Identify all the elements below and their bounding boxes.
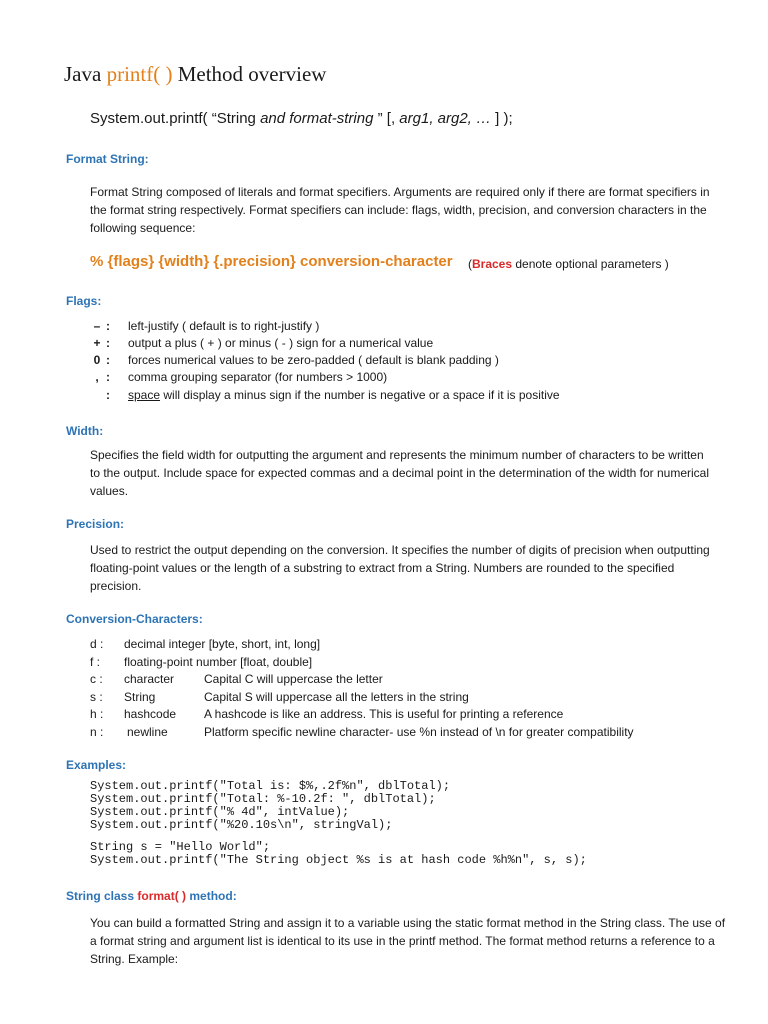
page-title bbox=[64, 62, 326, 87]
format-string-heading: Format String: bbox=[66, 152, 149, 166]
example-code-block-2 bbox=[90, 841, 587, 867]
code-line: System.out.printf("The String object %s is at hash code %h%n", s, s); bbox=[90, 853, 587, 867]
flags-heading: Flags: bbox=[66, 294, 102, 308]
flag-space-text: will display a minus sign if the number is negative or a space if it is positive bbox=[160, 388, 560, 402]
flag-description: left-justify ( default is to right-justify ) bbox=[128, 319, 320, 333]
precision-heading: Precision: bbox=[66, 517, 125, 531]
conversion-name: character bbox=[124, 672, 175, 686]
string-format-heading bbox=[66, 889, 237, 903]
conversion-name: hashcode bbox=[124, 707, 177, 721]
width-heading: Width: bbox=[66, 424, 104, 438]
examples-heading: Examples: bbox=[66, 758, 127, 772]
conversion-code: n : bbox=[90, 725, 104, 739]
conversion-code: c : bbox=[90, 672, 103, 686]
title-prefix: Java bbox=[64, 62, 107, 86]
conversion-code: h : bbox=[90, 707, 104, 721]
syntax-part3: ] ); bbox=[491, 110, 513, 127]
flag-description: comma grouping separator (for numbers > 1000) bbox=[128, 370, 388, 384]
conversion-code: f : bbox=[90, 655, 101, 669]
flag-symbol: , bbox=[95, 370, 99, 384]
syntax-italic2: arg1, arg2, … bbox=[399, 110, 492, 127]
heading-post: method: bbox=[186, 889, 237, 903]
flag-colon: : bbox=[106, 353, 110, 367]
conversion-name: decimal integer [byte, short, int, long] bbox=[124, 637, 321, 651]
flag-colon: : bbox=[106, 370, 110, 384]
syntax-part1: System.out.printf( “String bbox=[90, 110, 261, 127]
note-open: ( bbox=[468, 257, 472, 271]
title-accent: printf( ) bbox=[106, 62, 173, 86]
conversion-heading: Conversion-Characters: bbox=[66, 612, 203, 626]
syntax-part2: ” [, bbox=[373, 110, 400, 127]
flag-colon: : bbox=[106, 319, 110, 333]
flag-space-keyword: space bbox=[128, 388, 161, 402]
conversion-code: s : bbox=[90, 690, 103, 704]
note-rest: denote optional parameters ) bbox=[512, 257, 669, 271]
precision-paragraph: Used to restrict the output depending on the conversion. It specifies the number of digits of precision when outputting floating-point values or the length of a substring to extract from a String. Numbers are rounded to the specified precision. bbox=[90, 543, 710, 593]
conversion-description: Capital C will uppercase the letter bbox=[204, 672, 383, 686]
printf-syntax bbox=[90, 110, 513, 127]
width-paragraph: Specifies the field width for outputting the argument and represents the minimum number of characters to be written to the output. Include space for expected commas and a decimal point in the determination of the width for numerical values. bbox=[90, 448, 710, 498]
format-sequence-note bbox=[468, 257, 669, 271]
conversion-description: A hashcode is like an address. This is useful for printing a reference bbox=[204, 707, 564, 721]
flag-symbol: 0 bbox=[93, 353, 101, 367]
code-line: System.out.printf("% 4d", intValue); bbox=[90, 805, 350, 819]
heading-accent: format( ) bbox=[137, 889, 187, 903]
conversion-code: d : bbox=[90, 637, 104, 651]
flag-description: forces numerical values to be zero-padded ( default is blank padding ) bbox=[128, 353, 499, 367]
note-braces: Braces bbox=[472, 257, 513, 271]
flag-description bbox=[128, 387, 560, 404]
code-line: System.out.printf("Total: %-10.2f: ", dblTotal); bbox=[90, 792, 436, 806]
flag-symbol: – bbox=[93, 319, 101, 333]
conversion-name: floating-point number [float, double] bbox=[124, 655, 313, 669]
code-line: String s = "Hello World"; bbox=[90, 840, 271, 854]
code-line: System.out.printf("%20.10s\n", stringVal); bbox=[90, 818, 393, 832]
flag-symbol: + bbox=[93, 336, 101, 350]
code-line: System.out.printf("Total is: $%,.2f%n", dblTotal); bbox=[90, 779, 451, 793]
conversion-description: Capital S will uppercase all the letters in the string bbox=[204, 690, 469, 704]
conversion-name: String bbox=[124, 690, 156, 704]
format-sequence: % {flags} {width} {.precision} conversion-character bbox=[90, 253, 453, 270]
conversion-name: newline bbox=[127, 725, 168, 739]
flag-colon: : bbox=[106, 336, 110, 350]
heading-pre: String class bbox=[66, 889, 138, 903]
flag-description: output a plus ( + ) or minus ( - ) sign for a numerical value bbox=[128, 336, 434, 350]
title-suffix: Method overview bbox=[172, 62, 327, 86]
format-string-paragraph: Format String composed of literals and format specifiers. Arguments are required only if there are format specifiers in the format string respectively. Format specifiers can include: flags, width, precision, and conversion characters in the following sequence: bbox=[90, 185, 710, 235]
string-format-paragraph: You can build a formatted String and assign it to a variable using the static format method in the String class. The use of a format string and argument list is identical to its use in the printf method. The format method returns a reference to a String. Example: bbox=[90, 916, 726, 966]
conversion-description: Platform specific newline character- use %n instead of \n for greater compatibility bbox=[204, 725, 634, 739]
syntax-italic1: and format-string bbox=[260, 110, 374, 127]
example-code-block-1 bbox=[90, 780, 450, 832]
flag-colon: : bbox=[106, 388, 110, 402]
